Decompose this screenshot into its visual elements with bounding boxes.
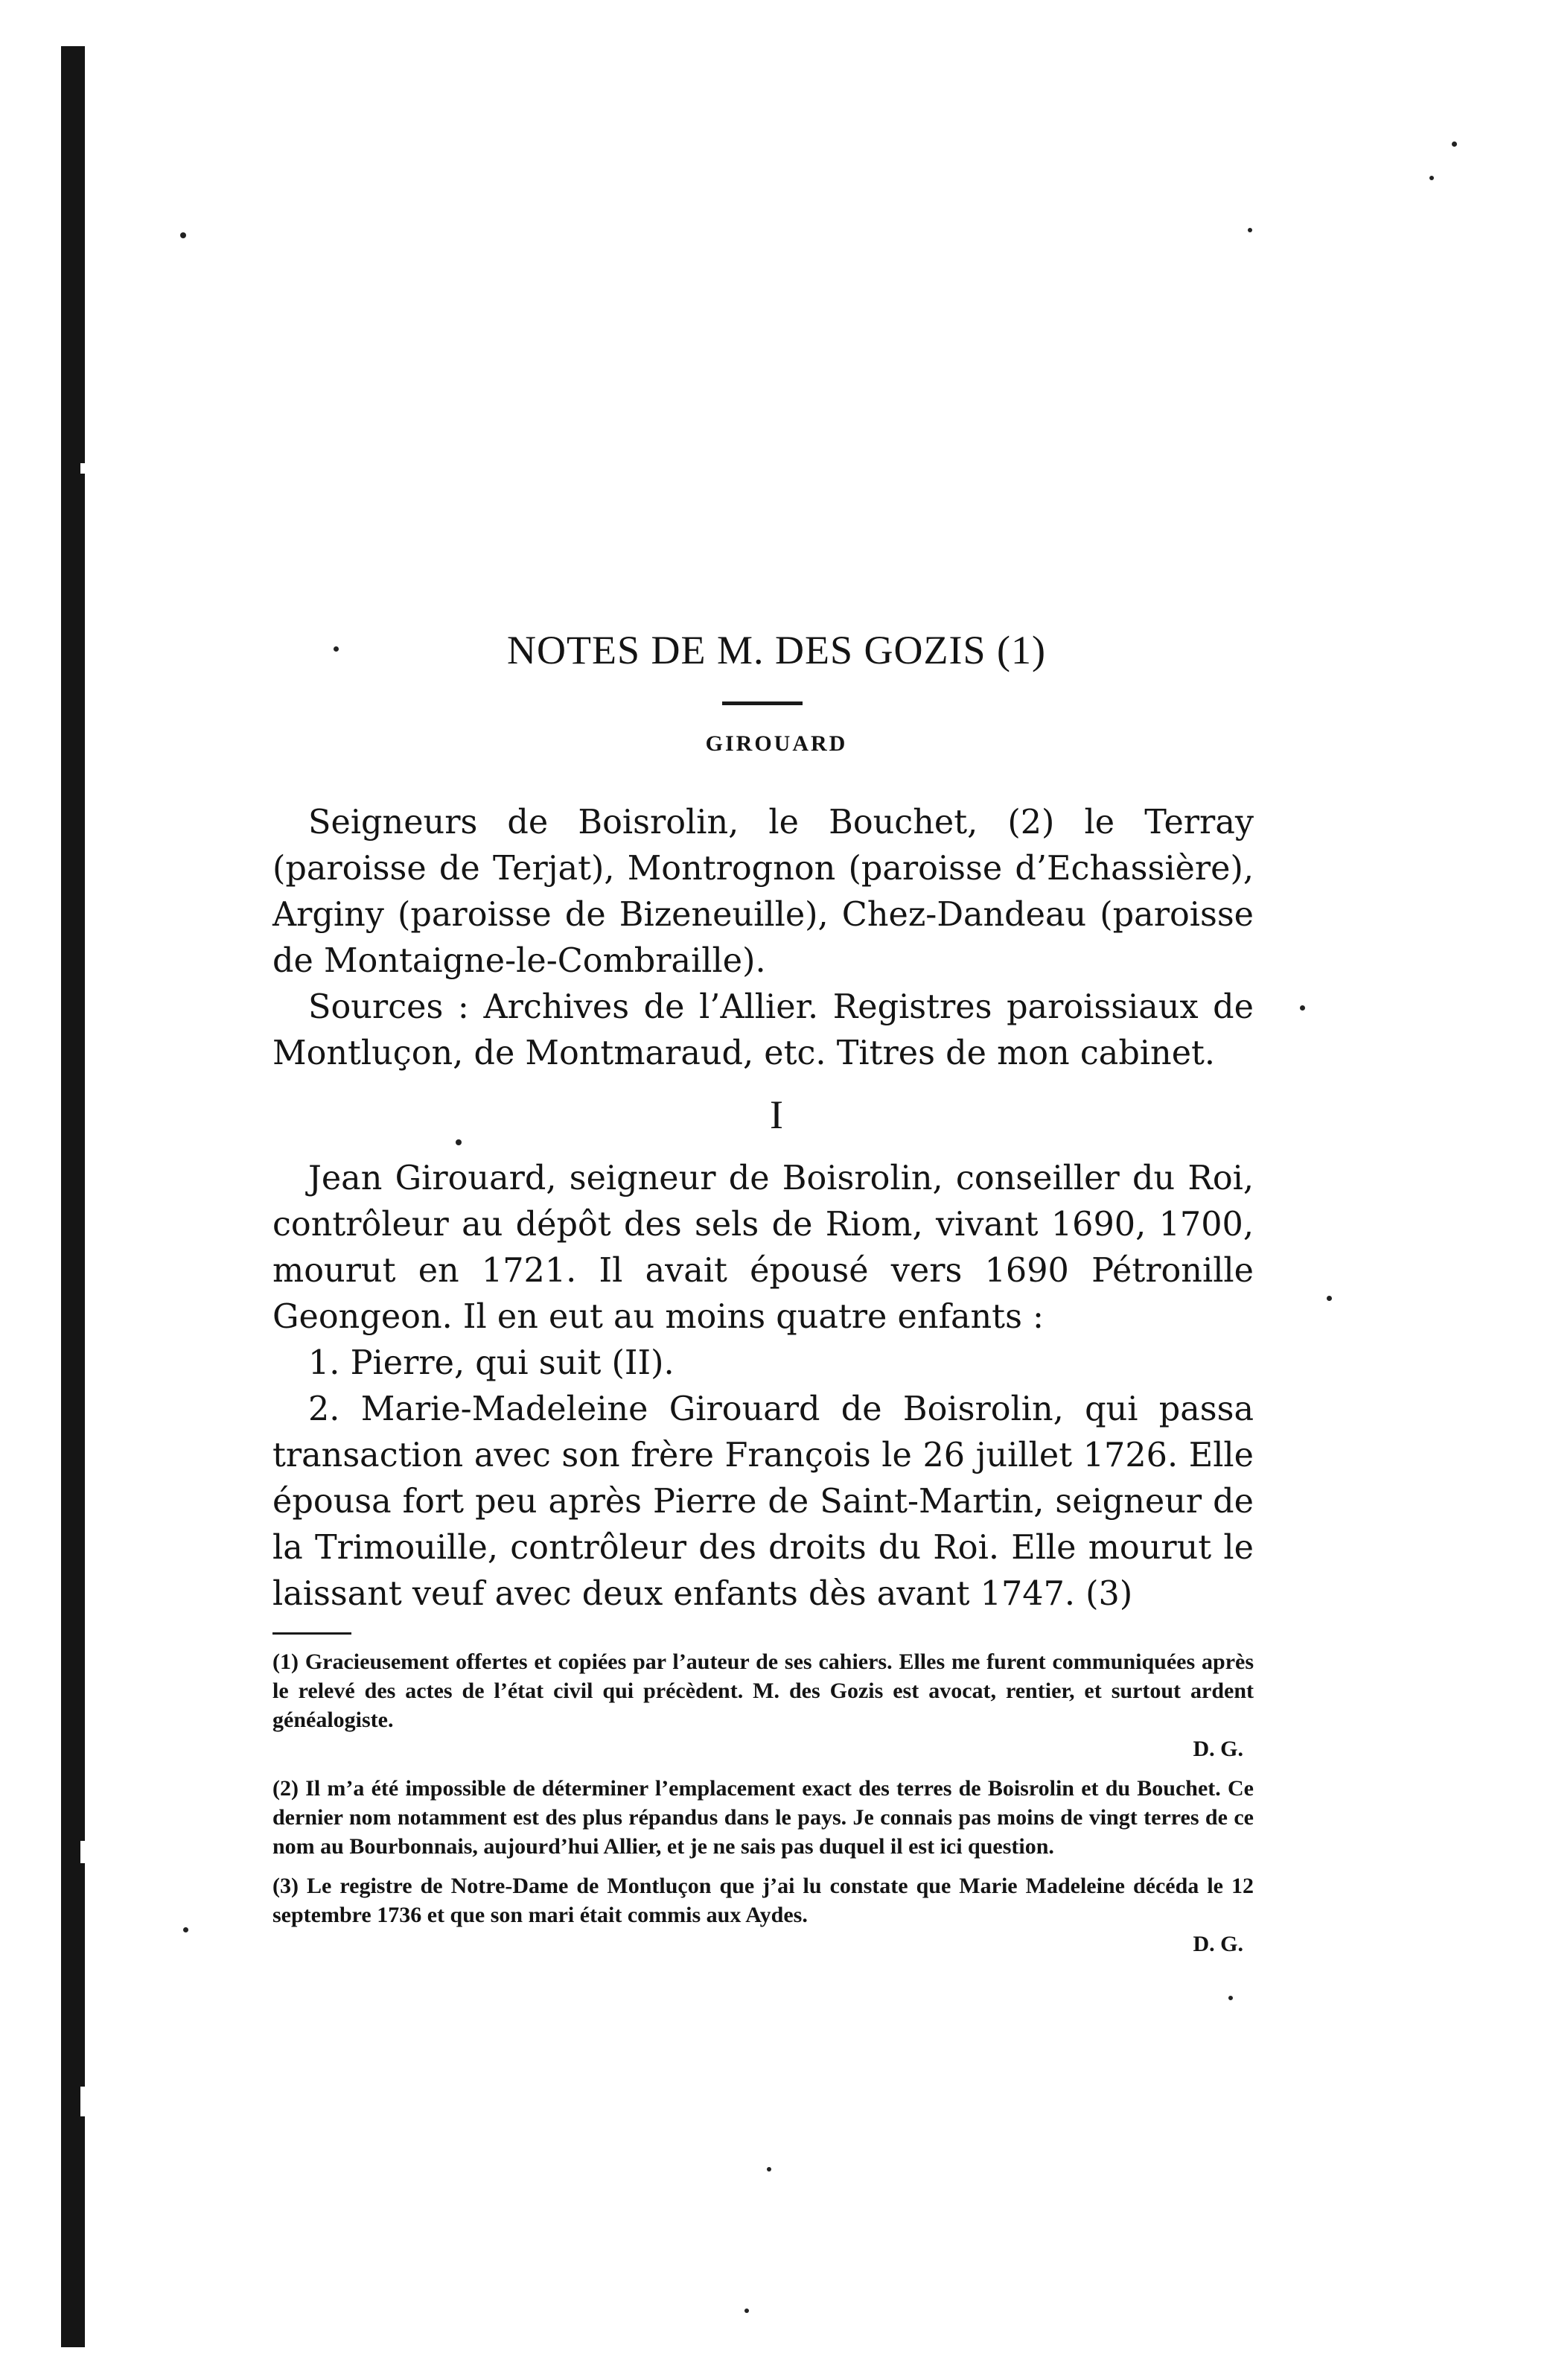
scan-speck bbox=[744, 2309, 749, 2313]
footnote-text: (2) Il m’a été impossible de déterminer l’emplacement exact des terres de Boisrolin et du Bouchet. Ce dernier nom notamment est des plus répandus dans le pays. Je connais pas moins de vingt terres de ce nom au Bourbonnais, aujourd’hui Allier, et je ne sais pas duquel il est ici question. bbox=[272, 1776, 1254, 1859]
page-title: NOTES DE M. DES GOZIS (1) bbox=[507, 628, 1046, 672]
scan-speck bbox=[1429, 176, 1434, 180]
title-rule bbox=[722, 701, 803, 705]
scan-speck bbox=[1300, 1005, 1305, 1011]
footnote-signature: D. G. bbox=[1193, 1737, 1243, 1761]
child-item: 1. Pierre, qui suit (II). bbox=[308, 1344, 675, 1382]
scan-speck bbox=[183, 1927, 188, 1932]
footnote-signature: D. G. bbox=[1193, 1932, 1243, 1956]
scan-speck bbox=[1327, 1296, 1332, 1301]
section-paragraph: Jean Girouard, seigneur de Boisrolin, conseiller du Roi, contrôleur au dépôt des sels de Riom, vivant 1690, 1700, mourut en 1721. Il avait épousé vers 1690 Pétronille Geongeon. Il en eut au moins quatre enfants : bbox=[272, 1159, 1254, 1336]
binding-notch bbox=[80, 1841, 88, 1863]
scan-speck bbox=[1248, 228, 1252, 232]
scan-speck bbox=[456, 1139, 462, 1145]
footnote-text: (1) Gracieusement offertes et copiées par l’auteur de ses cahiers. Elles me furent communiquées après le relevé des actes de l’état civil qui précèdent. M. des Gozis est avocat, rentier, et surtout ardent généalogiste. bbox=[272, 1649, 1254, 1732]
intro-paragraph: Seigneurs de Boisrolin, le Bouchet, (2) le Terray (paroisse de Terjat), Montrognon (paroisse d’Echassière), Arginy (paroisse de Bizeneuille), Chez-Dandeau (paroisse de Montaigne-le-Combraille). bbox=[272, 804, 1254, 980]
sources-paragraph: Sources : Archives de l’Allier. Registres paroissiaux de Montluçon, de Montmaraud, etc. Titres de mon cabinet. bbox=[272, 988, 1254, 1072]
binding-notch bbox=[80, 2087, 88, 2116]
footnote-text: (3) Le registre de Notre-Dame de Montluçon que j’ai lu constate que Marie Madeleine décéda le 12 septembre 1736 et que son mari était commis aux Aydes. bbox=[272, 1874, 1254, 1927]
scan-speck bbox=[180, 232, 186, 238]
footnotes bbox=[272, 1647, 1254, 1969]
family-heading: GIROUARD bbox=[705, 731, 848, 756]
child-item: 2. Marie-Madeleine Girouard de Boisrolin, qui passa transaction avec son frère François le 26 juillet 1726. Elle épousa fort peu après Pierre de Saint-Martin, seigneur de la Trimouille, contrôleur des droits du Roi. Elle mourut le laissant veuf avec deux enfants dès avant 1747. (3) bbox=[272, 1390, 1254, 1613]
scan-speck bbox=[767, 2167, 771, 2171]
footnote bbox=[272, 1871, 1254, 1959]
footnote bbox=[272, 1774, 1254, 1861]
footnote-rule bbox=[272, 1632, 351, 1635]
scan-binding-edge bbox=[61, 46, 85, 2347]
section-block bbox=[272, 1156, 1254, 1617]
footnote bbox=[272, 1647, 1254, 1763]
binding-notch bbox=[80, 463, 88, 474]
section-numeral: I bbox=[770, 1092, 783, 1137]
scan-speck bbox=[1452, 141, 1457, 147]
intro-block bbox=[272, 800, 1254, 1077]
scan-speck bbox=[1228, 1996, 1233, 2000]
